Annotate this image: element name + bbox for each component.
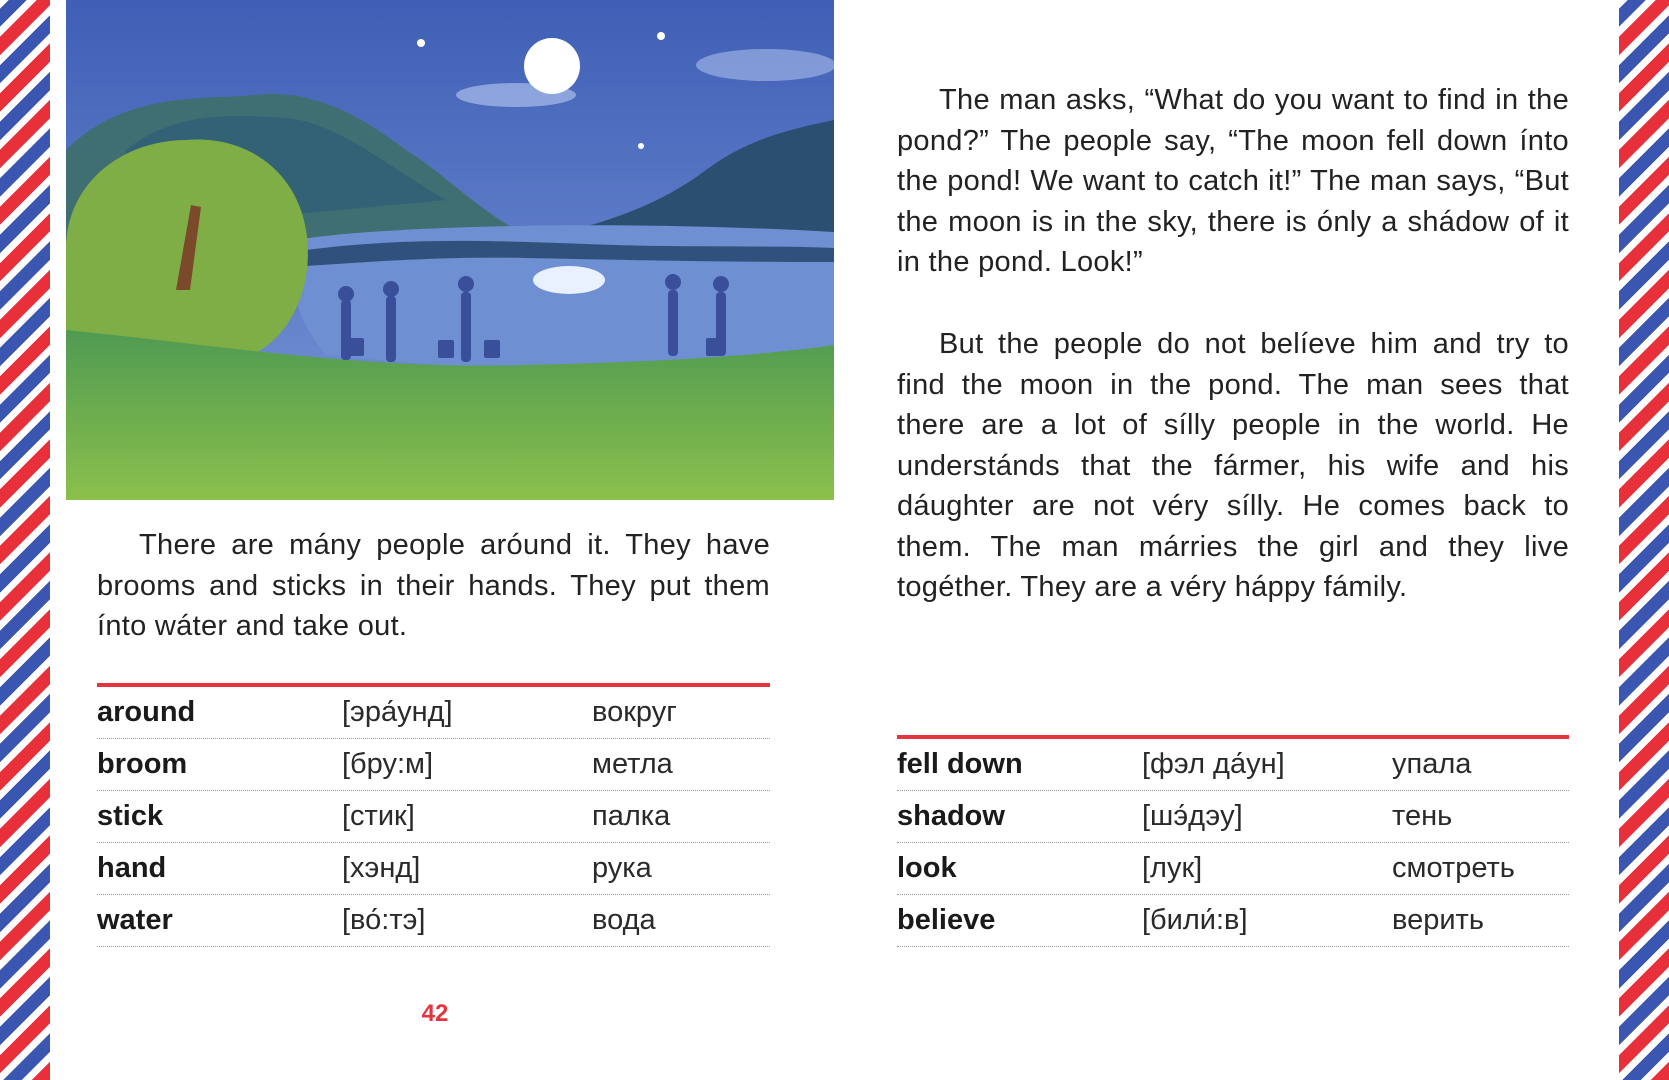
vocabulary-row: [897, 843, 1569, 895]
vocabulary-row: [97, 687, 770, 739]
story-paragraph-right-1: The man asks, “What do you want to find in the pond?” The people say, “The moon fell down ínto the pond! We want to catch it!” The man says, “But the moon is in the sky, there is ónly a shádow of it in the pond. Look!”: [897, 84, 1569, 278]
vocab-translation: вода: [592, 904, 656, 936]
moon-reflection: [533, 266, 605, 294]
vocab-transcription: [бру:м]: [342, 748, 434, 780]
vocab-transcription: [фэл да́ун]: [1142, 748, 1285, 780]
vocabulary-row: [897, 791, 1569, 843]
vocab-transcription: [во́:тэ]: [342, 904, 426, 936]
vocabulary-table-right: [897, 735, 1569, 947]
vocab-translation: рука: [592, 852, 652, 884]
vocabulary-row: [97, 739, 770, 791]
vocabulary-row: [897, 739, 1569, 791]
vocab-word: shadow: [897, 800, 1005, 832]
vocab-transcription: [били́:в]: [1142, 904, 1248, 936]
vocab-translation: палка: [592, 800, 671, 832]
vocab-word: around: [97, 696, 196, 728]
vocab-translation: вокруг: [592, 696, 677, 728]
vocab-transcription: [эра́унд]: [342, 696, 453, 728]
vocab-transcription: [стик]: [342, 800, 415, 832]
vocab-transcription: [лук]: [1142, 852, 1203, 884]
vocab-word: water: [97, 904, 173, 936]
night-pond-illustration: [66, 0, 834, 500]
vocab-word: hand: [97, 852, 167, 884]
story-paragraph-left: There are mány people aróund it. They have brooms and sticks in their hands. They put them ínto wáter and take out.: [97, 529, 770, 642]
story-paragraph-right-2: But the people do not belíeve him and try to find the moon in the pond. The man sees that there are a lot of sílly people in the world. He understánds that the fármer, his wife and his dáughter are not véry sílly. He comes back to them. The man márries the girl and they live togéther. They are a véry háppy fámily.: [897, 328, 1569, 603]
vocabulary-table-left: [97, 683, 770, 947]
airmail-stripe-right-border: [1619, 0, 1669, 1080]
vocab-word: believe: [897, 904, 996, 936]
vocab-word: look: [897, 852, 957, 884]
vocab-word: stick: [97, 800, 164, 832]
vocab-transcription: [шэ́дэу]: [1142, 800, 1243, 832]
vocabulary-row: [897, 895, 1569, 947]
vocabulary-row: [97, 895, 770, 947]
vocab-word: fell down: [897, 748, 1023, 780]
vocabulary-row: [97, 791, 770, 843]
vocab-translation: упала: [1392, 748, 1472, 780]
airmail-stripe-left-border: [0, 0, 50, 1080]
vocab-translation: метла: [592, 748, 673, 780]
vocab-word: broom: [97, 748, 188, 780]
page-number: 42: [421, 1000, 449, 1027]
cloud: [696, 49, 834, 81]
vocab-transcription: [хэнд]: [342, 852, 421, 884]
vocab-translation: верить: [1392, 904, 1484, 936]
vocab-translation: тень: [1392, 800, 1453, 832]
vocab-translation: смотреть: [1392, 852, 1515, 884]
vocabulary-row: [97, 843, 770, 895]
moon: [524, 38, 580, 94]
